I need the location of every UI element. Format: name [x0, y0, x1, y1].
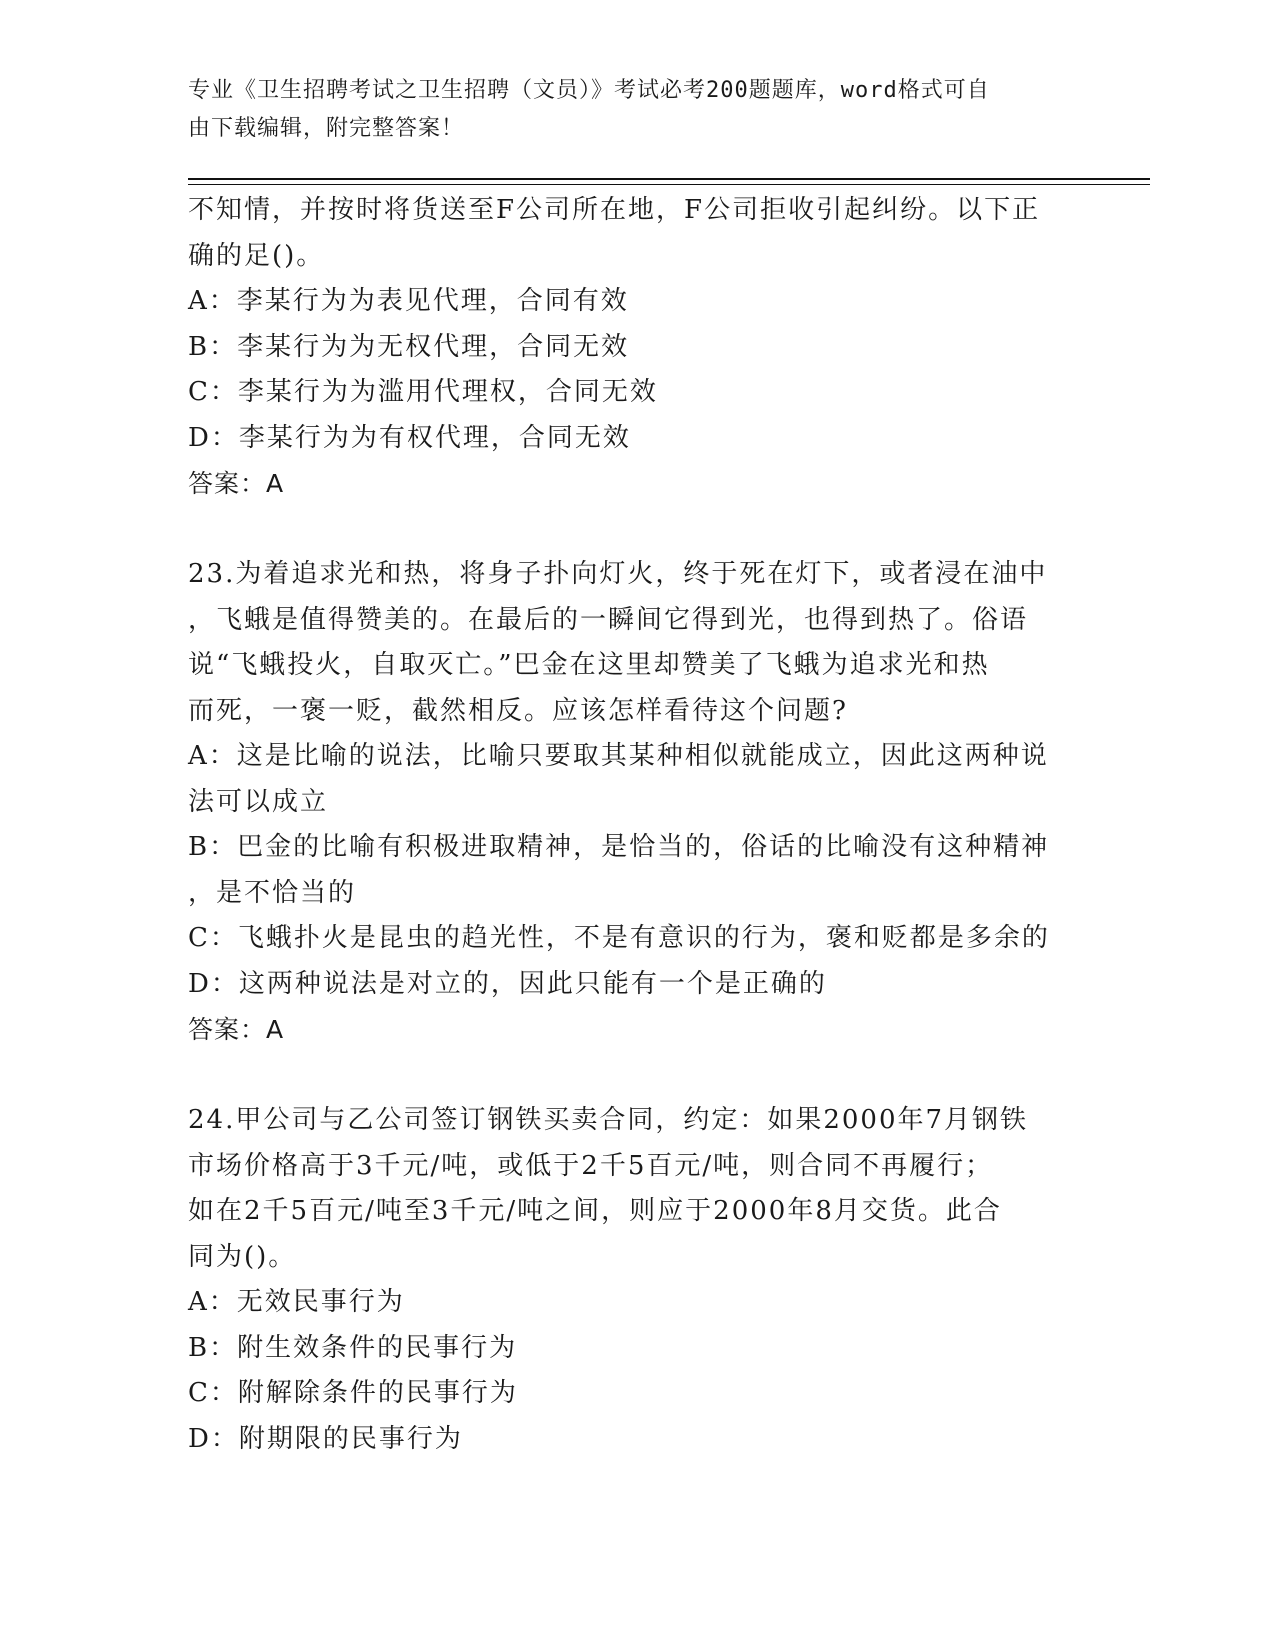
question-stem-line: 市场价格高于3千元/吨，或低于2千5百元/吨，则合同不再履行； [188, 1150, 994, 1181]
option-a: A：李某行为为表见代理，合同有效 [188, 286, 629, 316]
option-c: C：李某行为为滥用代理权，合同无效 [188, 377, 658, 407]
question-23 [188, 552, 1088, 1053]
option-b-continued: ，是不恰当的 [188, 877, 357, 908]
header-divider-thick [188, 178, 1150, 180]
answer-label: 答案：A [188, 469, 285, 498]
question-stem-line: 同为()。 [188, 1241, 297, 1272]
question-stem-line: 而死，一褒一贬，截然相反。应该怎样看待这个问题? [188, 695, 848, 726]
header-line-1: 专业《卫生招聘考试之卫生招聘（文员）》考试必考200题题库，word格式可自 [188, 78, 990, 103]
header-divider-thin [188, 184, 1150, 185]
question-stem-line: ，飞蛾是值得赞美的。在最后的一瞬间它得到光，也得到热了。俗语 [188, 604, 1029, 635]
question-stem-line: 24.甲公司与乙公司签订钢铁买卖合同，约定：如果2000年7月钢铁 [188, 1105, 1029, 1135]
option-b: B：巴金的比喻有积极进取精神，是恰当的，俗话的比喻没有这种精神 [188, 832, 1050, 862]
option-c: C：飞蛾扑火是昆虫的趋光性，不是有意识的行为，褒和贬都是多余的 [188, 923, 1050, 953]
question-stem-line: 不知情，并按时将货送至F公司所在地，F公司拒收引起纠纷。以下正 [188, 195, 1041, 225]
question-stem-line: 说“飞蛾投火，自取灭亡。”巴金在这里却赞美了飞蛾为追求光和热 [188, 650, 990, 680]
question-22 [188, 188, 1088, 507]
question-stem-line: 23.为着追求光和热，将身子扑向灯火，终于死在灯下，或者浸在油中 [188, 559, 1048, 589]
question-list [188, 188, 1088, 1462]
option-a: A：无效民事行为 [188, 1287, 405, 1317]
option-a: A：这是比喻的说法，比喻只要取其某种相似就能成立，因此这两种说 [188, 741, 1049, 771]
option-b: B：附生效条件的民事行为 [188, 1332, 518, 1363]
answer-label: 答案：A [188, 1015, 285, 1044]
option-d: D：李某行为为有权代理，合同无效 [188, 422, 631, 453]
question-stem-line: 确的足()。 [188, 240, 325, 271]
option-a-continued: 法可以成立 [188, 786, 329, 817]
page-header [188, 72, 1068, 148]
question-24 [188, 1098, 1088, 1462]
option-c: C：附解除条件的民事行为 [188, 1378, 518, 1408]
option-b: B：李某行为为无权代理，合同无效 [188, 331, 630, 362]
question-stem-line: 如在2千5百元/吨至3千元/吨之间，则应于2000年8月交货。此合 [188, 1196, 1002, 1226]
option-d: D：这两种说法是对立的，因此只能有一个是正确的 [188, 968, 827, 999]
question-spacer [188, 1053, 1088, 1099]
header-line-2: 由下载编辑，附完整答案！ [188, 116, 465, 141]
option-d: D：附期限的民事行为 [188, 1423, 463, 1454]
question-spacer [188, 507, 1088, 553]
